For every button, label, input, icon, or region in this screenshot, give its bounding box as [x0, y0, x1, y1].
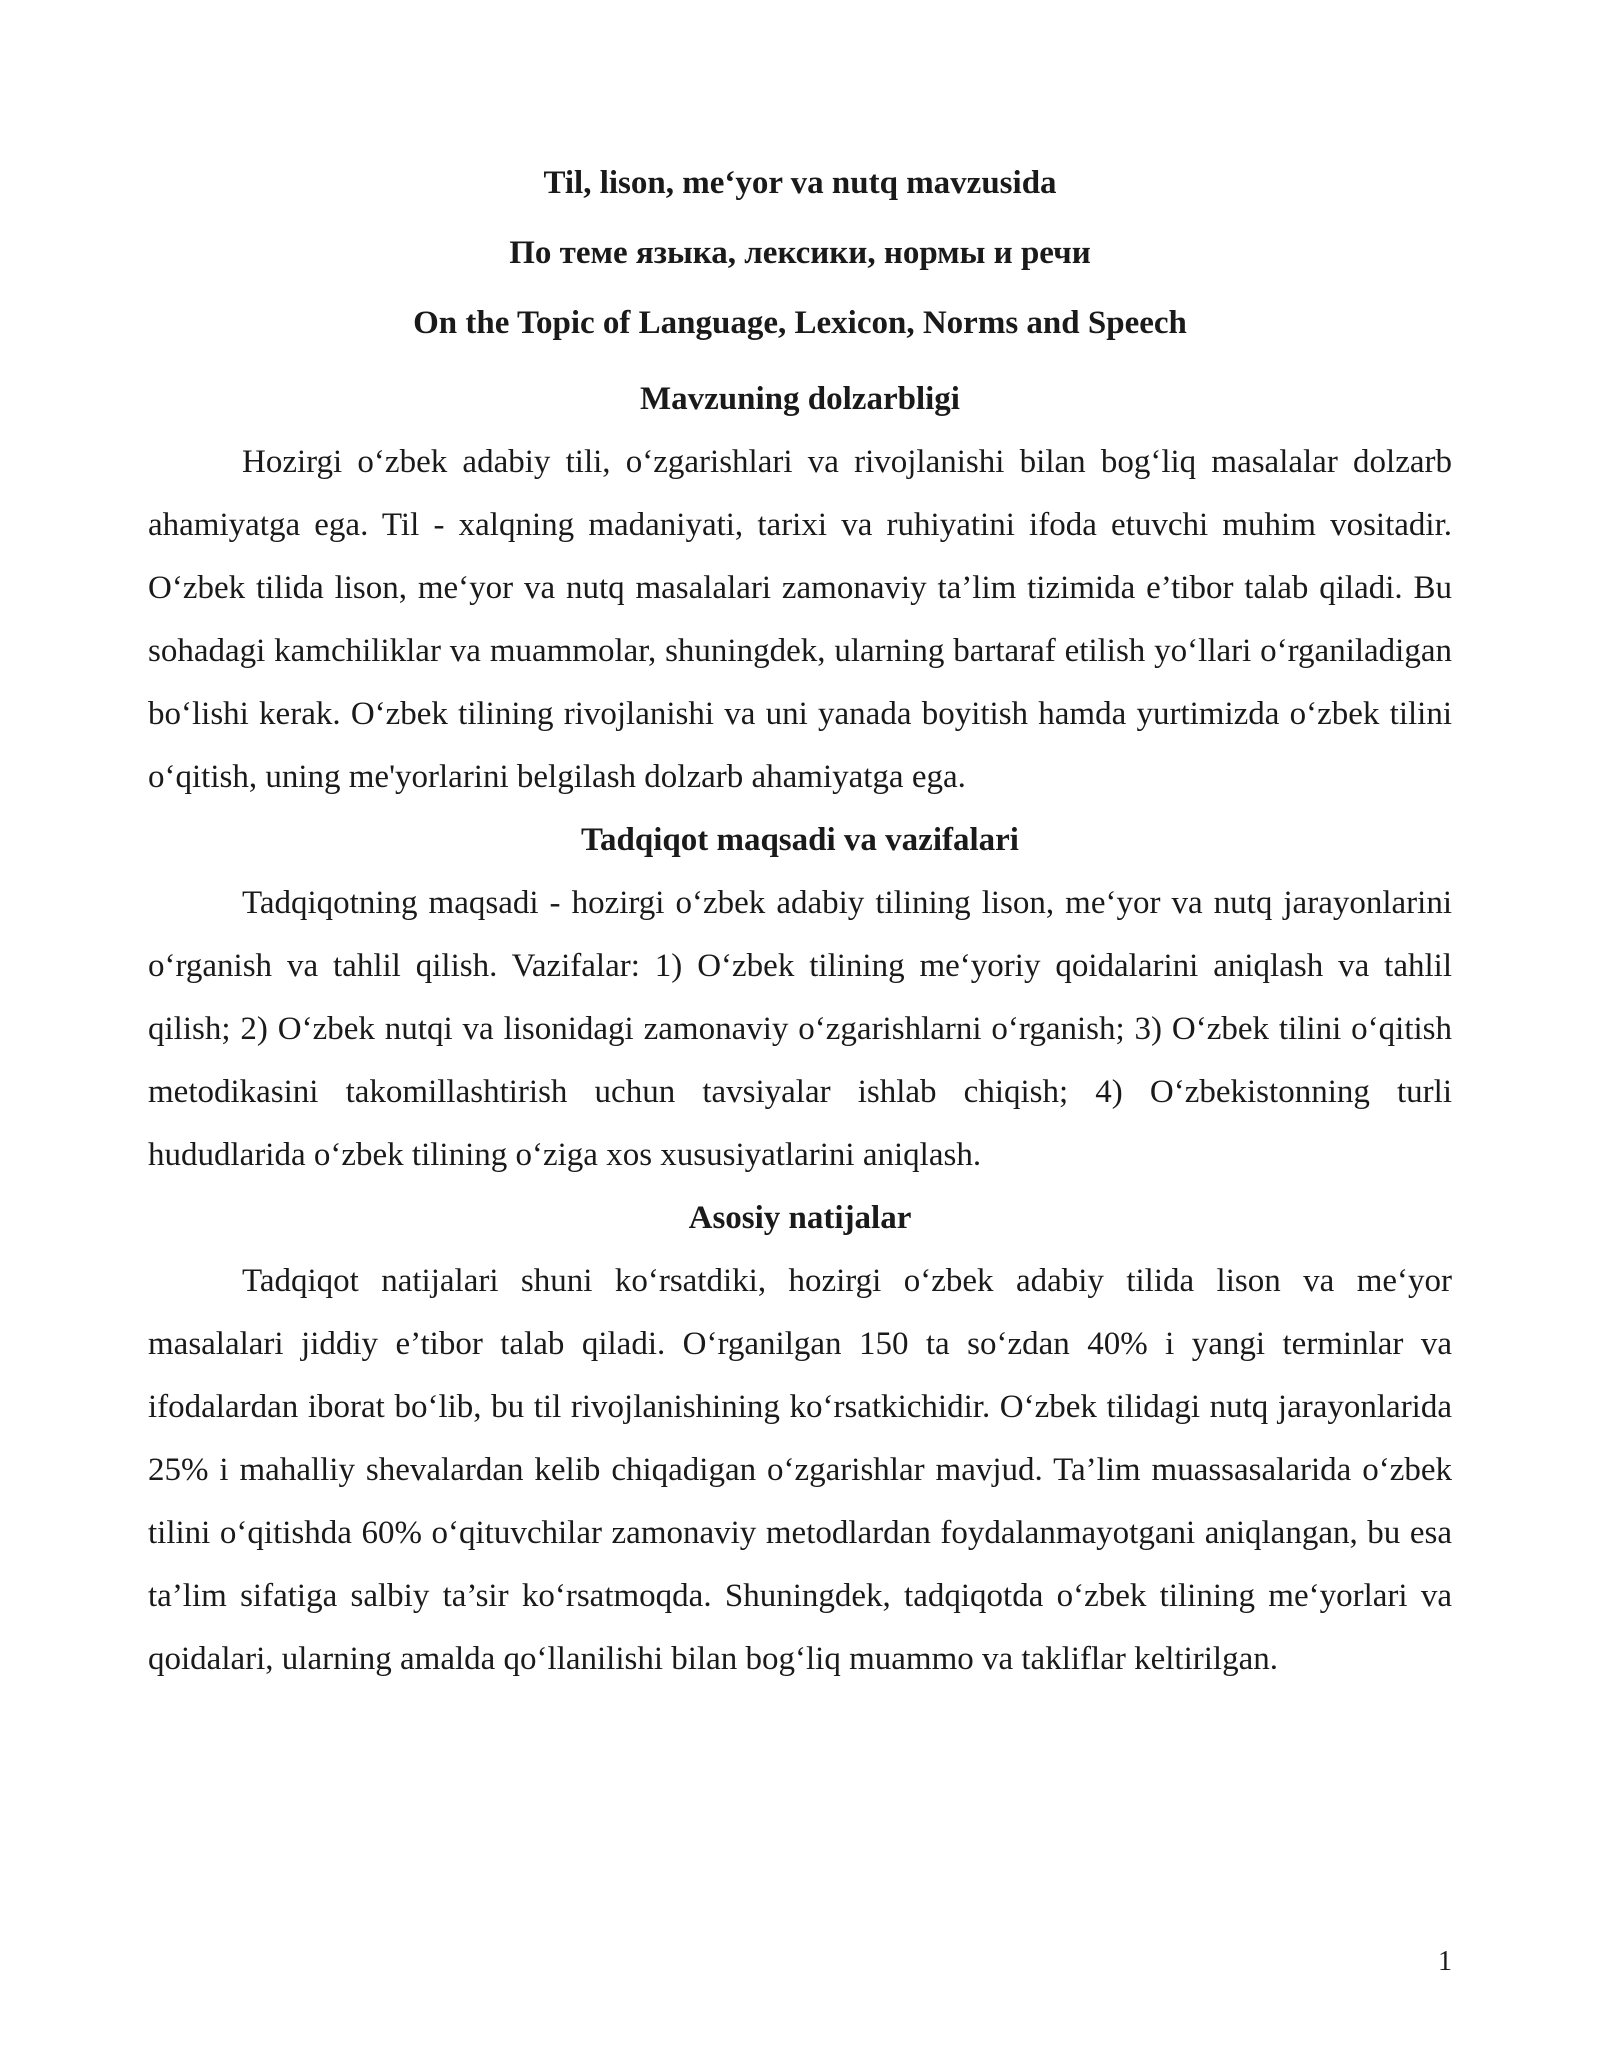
section-text-goals: Tadqiqotning maqsadi - hozirgi o‘zbek adabiy tilining lison, me‘yor va nutq jarayonlarini o‘rganish va tahlil qilish. Vazifalar: 1) O‘zbek tilining me‘yoriy qoidalarini aniqlash va tahlil qilish; 2) O‘zbek nutqi va lisonidagi zamonaviy o‘zgarishlarni o‘rganish; 3) O‘zbek tilini o‘qitish metodikasini takomillashtirish uchun tavsiyalar ishlab chiqish; 4) O‘zbekistonning turli hududlarida o‘zbek tilining o‘ziga xos xususiyatlarini aniqlash.: [148, 885, 1452, 1173]
title-english: On the Topic of Language, Lexicon, Norms and Speech: [413, 305, 1187, 341]
title-uzbek: Til, lison, me‘yor va nutq mavzusida: [543, 165, 1057, 201]
section-heading-goals: Tadqiqot maqsadi va vazifalari: [581, 822, 1019, 858]
page-content: [148, 148, 1452, 1691]
section-text-results: Tadqiqot natijalari shuni ko‘rsatdiki, hozirgi o‘zbek adabiy tilida lison va me‘yor masalalari jiddiy e’tibor talab qiladi. O‘rganilgan 150 ta so‘zdan 40% i yangi terminlar va ifodalardan iborat bo‘lib, bu til rivojlanishining ko‘rsatkichidir. O‘zbek tilidagi nutq jarayonlarida 25% i mahalliy shevalardan kelib chiqadigan o‘zgarishlar mavjud. Ta’lim muassasalarida o‘zbek tilini o‘qitishda 60% o‘qituvchilar zamonaviy metodlardan foydalanmayotgani aniqlangan, bu esa ta’lim sifatiga salbiy ta’sir ko‘rsatmoqda. Shuningdek, tadqiqotda o‘zbek tilining me‘yorlari va qoidalari, ularning amalda qo‘llanilishi bilan bog‘liq muammo va takliflar keltirilgan.: [148, 1263, 1452, 1677]
section-heading-relevance: Mavzuning dolzarbligi: [640, 381, 960, 417]
page-number: 1: [1438, 1946, 1452, 1977]
section-heading-results: Asosiy natijalar: [688, 1200, 912, 1236]
section-text-relevance: Hozirgi o‘zbek adabiy tili, o‘zgarishlari va rivojlanishi bilan bog‘liq masalalar dolzarb ahamiyatga ega. Til - xalqning madaniyati, tarixi va ruhiyatini ifoda etuvchi muhim vositadir. O‘zbek tilida lison, me‘yor va nutq masalalari zamonaviy ta’lim tizimida e’tibor talab qiladi. Bu sohadagi kamchiliklar va muammolar, shuningdek, ularning bartaraf etilish yo‘llari o‘rganiladigan bo‘lishi kerak. O‘zbek tilining rivojlanishi va uni yanada boyitish hamda yurtimizda o‘zbek tilini o‘qitish, uning me'yorlarini belgilash dolzarb ahamiyatga ega.: [148, 444, 1452, 795]
title-russian: По теме языка, лексики, нормы и речи: [509, 235, 1091, 271]
